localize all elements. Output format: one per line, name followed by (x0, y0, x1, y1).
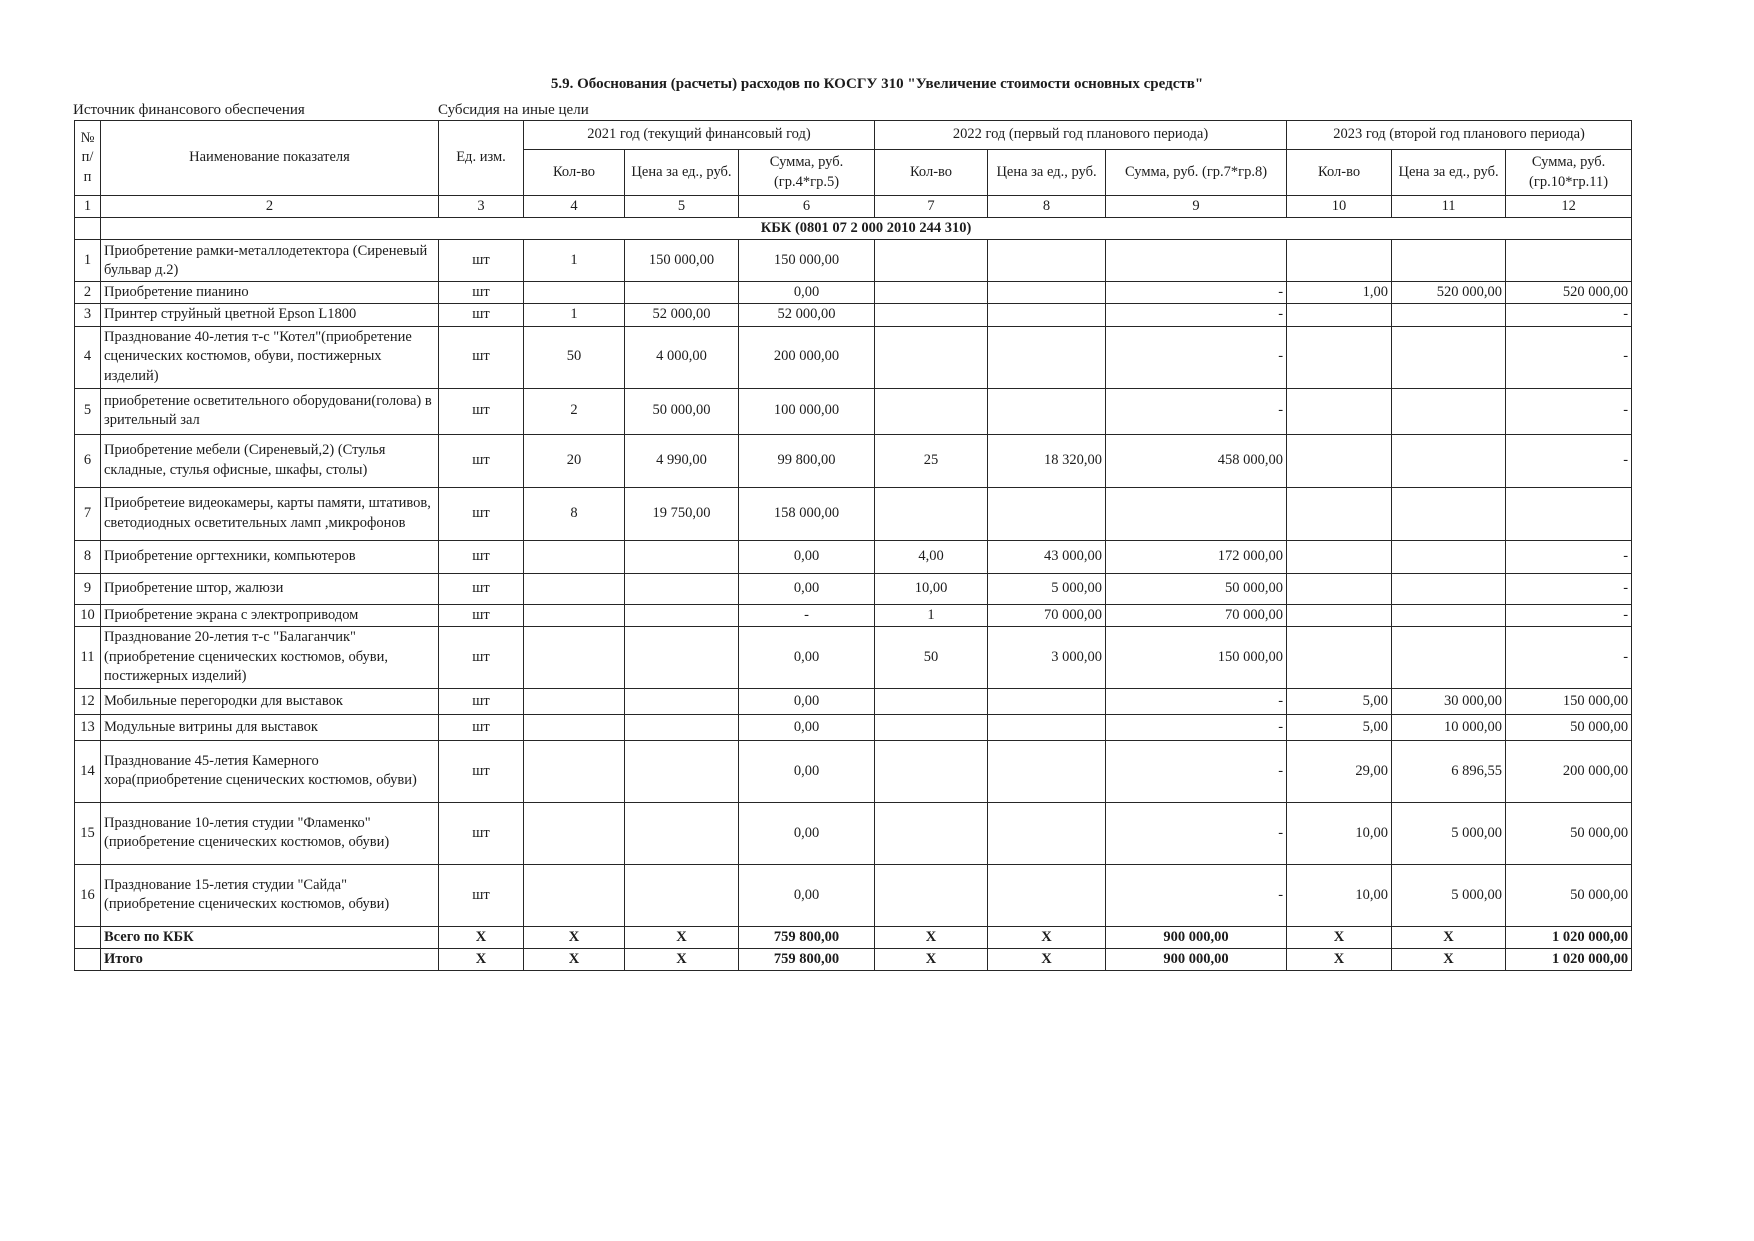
column-numbers-row (75, 196, 1632, 218)
price-2022 (988, 864, 1106, 926)
row-number: 8 (75, 540, 101, 573)
column-number: 10 (1287, 196, 1392, 218)
header-year-2021: 2021 год (текущий финансовый год) (524, 121, 875, 150)
qty-2022: 10,00 (875, 573, 988, 604)
item-name: Принтер струйный цветной Epson L1800 (101, 304, 439, 326)
unit-cell: шт (439, 864, 524, 926)
qty-2022 (875, 326, 988, 388)
table-row (75, 388, 1632, 434)
total-sum-2022: 900 000,00 (1106, 926, 1287, 948)
price-2022 (988, 326, 1106, 388)
price-2023 (1392, 573, 1506, 604)
total-sum-2023: 1 020 000,00 (1506, 926, 1632, 948)
unit-cell: шт (439, 802, 524, 864)
row-number: 9 (75, 573, 101, 604)
qty-2023 (1287, 540, 1392, 573)
sum-2022: - (1106, 688, 1287, 714)
table-row (75, 864, 1632, 926)
item-name: Празднование 15-летия студии "Сайда"(приобретение сценических костюмов, обуви) (101, 864, 439, 926)
unit-cell: шт (439, 388, 524, 434)
price-2021: 50 000,00 (625, 388, 739, 434)
qty-2022 (875, 740, 988, 802)
qty-2023 (1287, 487, 1392, 540)
qty-2021 (524, 604, 625, 626)
price-2022 (988, 714, 1106, 740)
sum-2022: 50 000,00 (1106, 573, 1287, 604)
sum-2022: 172 000,00 (1106, 540, 1287, 573)
price-2022 (988, 740, 1106, 802)
header-name: Наименование показателя (101, 121, 439, 196)
qty-2022: 4,00 (875, 540, 988, 573)
total-sum-2022: 900 000,00 (1106, 948, 1287, 970)
header-year-2022: 2022 год (первый год планового периода) (875, 121, 1287, 150)
row-number: 7 (75, 487, 101, 540)
price-2022: 5 000,00 (988, 573, 1106, 604)
qty-2021 (524, 714, 625, 740)
total-sum-2023: 1 020 000,00 (1506, 948, 1632, 970)
qty-2021 (524, 740, 625, 802)
sum-2022: 150 000,00 (1106, 626, 1287, 688)
unit-cell: шт (439, 434, 524, 487)
price-2023 (1392, 304, 1506, 326)
qty-2022 (875, 304, 988, 326)
table-row (75, 540, 1632, 573)
header-sum-2021: Сумма, руб. (гр.4*гр.5) (739, 150, 875, 196)
document-title: 5.9. Обоснования (расчеты) расходов по КОСГУ 310 "Увеличение стоимости основных средств" (550, 76, 1204, 92)
column-number: 5 (625, 196, 739, 218)
sum-2021: 200 000,00 (739, 326, 875, 388)
qty-2022 (875, 688, 988, 714)
qty-2021: 8 (524, 487, 625, 540)
column-number: 2 (101, 196, 439, 218)
row-number: 10 (75, 604, 101, 626)
price-2021 (625, 740, 739, 802)
sum-2022: - (1106, 802, 1287, 864)
qty-2021: 1 (524, 240, 625, 282)
sum-2021: 150 000,00 (739, 240, 875, 282)
qty-2023 (1287, 388, 1392, 434)
qty-2022: 1 (875, 604, 988, 626)
sum-2021: - (739, 604, 875, 626)
qty-2021 (524, 540, 625, 573)
sum-2022 (1106, 240, 1287, 282)
unit-cell: шт (439, 688, 524, 714)
sum-2023: 50 000,00 (1506, 714, 1632, 740)
row-number: 3 (75, 304, 101, 326)
sum-2021: 0,00 (739, 864, 875, 926)
header-sum-2022: Сумма, руб. (гр.7*гр.8) (1106, 150, 1287, 196)
price-2023 (1392, 326, 1506, 388)
price-2023 (1392, 540, 1506, 573)
header-row-years (75, 121, 1632, 150)
item-name: Приобретение экрана с электроприводом (101, 604, 439, 626)
total-x: X (988, 948, 1106, 970)
kbk-row (75, 218, 1632, 240)
row-number: 2 (75, 282, 101, 304)
price-2021 (625, 604, 739, 626)
header-price-2022: Цена за ед., руб. (988, 150, 1106, 196)
sum-2022: - (1106, 326, 1287, 388)
qty-2022 (875, 864, 988, 926)
price-2022 (988, 304, 1106, 326)
item-name: Приобретение рамки-металлодетектора (Сиреневый бульвар д.2) (101, 240, 439, 282)
table-row (75, 573, 1632, 604)
price-2023: 5 000,00 (1392, 802, 1506, 864)
item-name: Празднование 10-летия студии "Фламенко"(приобретение сценических костюмов, обуви) (101, 802, 439, 864)
qty-2022 (875, 240, 988, 282)
qty-2023: 10,00 (1287, 864, 1392, 926)
qty-2022: 50 (875, 626, 988, 688)
row-number: 13 (75, 714, 101, 740)
price-2022 (988, 688, 1106, 714)
total-x: X (439, 926, 524, 948)
total-x: X (524, 926, 625, 948)
unit-cell: шт (439, 304, 524, 326)
total-x: X (1392, 948, 1506, 970)
price-2023 (1392, 487, 1506, 540)
qty-2023 (1287, 434, 1392, 487)
qty-2022 (875, 714, 988, 740)
price-2022 (988, 388, 1106, 434)
price-2023 (1392, 434, 1506, 487)
header-number: № п/п (75, 121, 101, 196)
sum-2021: 0,00 (739, 740, 875, 802)
row-number: 4 (75, 326, 101, 388)
table-row (75, 740, 1632, 802)
sum-2023: - (1506, 434, 1632, 487)
qty-2023: 5,00 (1287, 714, 1392, 740)
unit-cell: шт (439, 626, 524, 688)
price-2021 (625, 714, 739, 740)
qty-2023 (1287, 604, 1392, 626)
sum-2023: - (1506, 573, 1632, 604)
sum-2021: 0,00 (739, 714, 875, 740)
price-2023: 520 000,00 (1392, 282, 1506, 304)
price-2022: 70 000,00 (988, 604, 1106, 626)
price-2023 (1392, 604, 1506, 626)
qty-2022 (875, 388, 988, 434)
total-x: X (439, 948, 524, 970)
price-2022: 43 000,00 (988, 540, 1106, 573)
price-2021: 4 990,00 (625, 434, 739, 487)
sum-2021: 0,00 (739, 573, 875, 604)
price-2021: 150 000,00 (625, 240, 739, 282)
price-2022: 3 000,00 (988, 626, 1106, 688)
qty-2023 (1287, 304, 1392, 326)
sum-2021: 0,00 (739, 282, 875, 304)
sum-2021: 0,00 (739, 688, 875, 714)
sum-2022: 70 000,00 (1106, 604, 1287, 626)
price-2021: 19 750,00 (625, 487, 739, 540)
sum-2022: - (1106, 388, 1287, 434)
sum-2022: - (1106, 740, 1287, 802)
column-number: 7 (875, 196, 988, 218)
row-number: 1 (75, 240, 101, 282)
price-2022 (988, 487, 1106, 540)
sum-2023 (1506, 487, 1632, 540)
qty-2021 (524, 864, 625, 926)
sum-2021: 52 000,00 (739, 304, 875, 326)
column-number: 11 (1392, 196, 1506, 218)
column-number: 3 (439, 196, 524, 218)
qty-2021: 1 (524, 304, 625, 326)
table-row (75, 604, 1632, 626)
item-name: Празднование 40-летия т-с "Котел"(приобретение сценических костюмов, обуви, постижерных изделий) (101, 326, 439, 388)
table-row (75, 304, 1632, 326)
sum-2023: 50 000,00 (1506, 864, 1632, 926)
price-2022: 18 320,00 (988, 434, 1106, 487)
price-2021: 4 000,00 (625, 326, 739, 388)
grand-total-row (75, 948, 1632, 970)
unit-cell: шт (439, 714, 524, 740)
qty-2021 (524, 688, 625, 714)
header-unit: Ед. изм. (439, 121, 524, 196)
qty-2021 (524, 573, 625, 604)
header-qty-2021: Кол-во (524, 150, 625, 196)
table-row (75, 326, 1632, 388)
price-2023: 30 000,00 (1392, 688, 1506, 714)
price-2022 (988, 802, 1106, 864)
sum-2022 (1106, 487, 1287, 540)
row-number: 5 (75, 388, 101, 434)
total-x: X (988, 926, 1106, 948)
qty-2022 (875, 802, 988, 864)
total-x: X (1287, 948, 1392, 970)
item-name: Приобретение пианино (101, 282, 439, 304)
qty-2023 (1287, 326, 1392, 388)
header-qty-2022: Кол-во (875, 150, 988, 196)
row-number: 12 (75, 688, 101, 714)
table-row (75, 434, 1632, 487)
column-number: 8 (988, 196, 1106, 218)
price-2021 (625, 626, 739, 688)
qty-2023 (1287, 240, 1392, 282)
price-2021 (625, 573, 739, 604)
qty-2021 (524, 282, 625, 304)
sum-2023: - (1506, 540, 1632, 573)
price-2021 (625, 688, 739, 714)
row-number: 16 (75, 864, 101, 926)
sum-2023: 200 000,00 (1506, 740, 1632, 802)
column-number: 9 (1106, 196, 1287, 218)
unit-cell: шт (439, 487, 524, 540)
qty-2021: 50 (524, 326, 625, 388)
total-kbk-row (75, 926, 1632, 948)
sum-2023: 50 000,00 (1506, 802, 1632, 864)
total-label: Всего по КБК (101, 926, 439, 948)
table-row (75, 714, 1632, 740)
qty-2023 (1287, 626, 1392, 688)
sum-2023: 520 000,00 (1506, 282, 1632, 304)
total-label: Итого (101, 948, 439, 970)
header-year-2023: 2023 год (второй год планового периода) (1287, 121, 1632, 150)
unit-cell: шт (439, 604, 524, 626)
expense-justification-table (74, 120, 1632, 971)
table-row (75, 282, 1632, 304)
price-2023 (1392, 626, 1506, 688)
row-number: 14 (75, 740, 101, 802)
price-2023 (1392, 240, 1506, 282)
item-name: Приобретеие видеокамеры, карты памяти, штативов, светодиодных осветительных ламп ,микрофонов (101, 487, 439, 540)
qty-2022 (875, 282, 988, 304)
item-name: Приобретение оргтехники, компьютеров (101, 540, 439, 573)
qty-2022 (875, 487, 988, 540)
sum-2022: - (1106, 304, 1287, 326)
sum-2023: - (1506, 326, 1632, 388)
item-name: приобретение осветительного оборудовани(голова) в зрительный зал (101, 388, 439, 434)
total-x: X (524, 948, 625, 970)
item-name: Празднование 45-летия Камерного хора(приобретение сценических костюмов, обуви) (101, 740, 439, 802)
price-2022 (988, 282, 1106, 304)
price-2021 (625, 540, 739, 573)
total-x: X (1287, 926, 1392, 948)
total-x: X (625, 926, 739, 948)
sum-2022: - (1106, 864, 1287, 926)
unit-cell: шт (439, 740, 524, 802)
table-row (75, 487, 1632, 540)
sum-2023: - (1506, 604, 1632, 626)
qty-2023: 29,00 (1287, 740, 1392, 802)
sum-2021: 100 000,00 (739, 388, 875, 434)
header-qty-2023: Кол-во (1287, 150, 1392, 196)
price-2023: 6 896,55 (1392, 740, 1506, 802)
sum-2021: 0,00 (739, 626, 875, 688)
total-x: X (625, 948, 739, 970)
row-number: 15 (75, 802, 101, 864)
sum-2022: - (1106, 282, 1287, 304)
table-row (75, 240, 1632, 282)
item-name: Модульные витрины для выставок (101, 714, 439, 740)
qty-2023: 5,00 (1287, 688, 1392, 714)
total-sum-2021: 759 800,00 (739, 926, 875, 948)
price-2023 (1392, 388, 1506, 434)
qty-2023: 10,00 (1287, 802, 1392, 864)
sum-2023 (1506, 240, 1632, 282)
total-spacer (75, 926, 101, 948)
item-name: Мобильные перегородки для выставок (101, 688, 439, 714)
sum-2022: - (1106, 714, 1287, 740)
total-x: X (1392, 926, 1506, 948)
row-number: 11 (75, 626, 101, 688)
funding-source-value: Субсидия на иные цели (438, 102, 589, 118)
unit-cell: шт (439, 240, 524, 282)
sum-2021: 0,00 (739, 802, 875, 864)
price-2021 (625, 282, 739, 304)
price-2023: 10 000,00 (1392, 714, 1506, 740)
funding-source-label: Источник финансового обеспечения (73, 102, 305, 118)
table-row (75, 802, 1632, 864)
sum-2023: 150 000,00 (1506, 688, 1632, 714)
price-2021 (625, 802, 739, 864)
qty-2023 (1287, 573, 1392, 604)
qty-2021: 20 (524, 434, 625, 487)
column-number: 4 (524, 196, 625, 218)
sum-2022: 458 000,00 (1106, 434, 1287, 487)
kbk-spacer (75, 218, 101, 240)
column-number: 12 (1506, 196, 1632, 218)
unit-cell: шт (439, 326, 524, 388)
column-number: 6 (739, 196, 875, 218)
column-number: 1 (75, 196, 101, 218)
qty-2021: 2 (524, 388, 625, 434)
item-name: Приобретение мебели (Сиреневый,2) (Стулья складные, стулья офисные, шкафы, столы) (101, 434, 439, 487)
price-2023: 5 000,00 (1392, 864, 1506, 926)
sum-2023: - (1506, 304, 1632, 326)
sum-2023: - (1506, 388, 1632, 434)
table-row (75, 626, 1632, 688)
total-sum-2021: 759 800,00 (739, 948, 875, 970)
unit-cell: шт (439, 573, 524, 604)
unit-cell: шт (439, 540, 524, 573)
header-sum-2023: Сумма, руб. (гр.10*гр.11) (1506, 150, 1632, 196)
sum-2021: 0,00 (739, 540, 875, 573)
table-row (75, 688, 1632, 714)
price-2022 (988, 240, 1106, 282)
qty-2021 (524, 626, 625, 688)
total-spacer (75, 948, 101, 970)
qty-2023: 1,00 (1287, 282, 1392, 304)
price-2021: 52 000,00 (625, 304, 739, 326)
item-name: Празднование 20-летия т-с "Балаганчик"(приобретение сценических костюмов, обуви, постижерных изделий) (101, 626, 439, 688)
kbk-code: КБК (0801 07 2 000 2010 244 310) (101, 218, 1632, 240)
price-2021 (625, 864, 739, 926)
header-price-2021: Цена за ед., руб. (625, 150, 739, 196)
header-price-2023: Цена за ед., руб. (1392, 150, 1506, 196)
item-name: Приобретение штор, жалюзи (101, 573, 439, 604)
unit-cell: шт (439, 282, 524, 304)
qty-2021 (524, 802, 625, 864)
sum-2021: 99 800,00 (739, 434, 875, 487)
total-x: X (875, 948, 988, 970)
row-number: 6 (75, 434, 101, 487)
sum-2021: 158 000,00 (739, 487, 875, 540)
total-x: X (875, 926, 988, 948)
qty-2022: 25 (875, 434, 988, 487)
sum-2023: - (1506, 626, 1632, 688)
